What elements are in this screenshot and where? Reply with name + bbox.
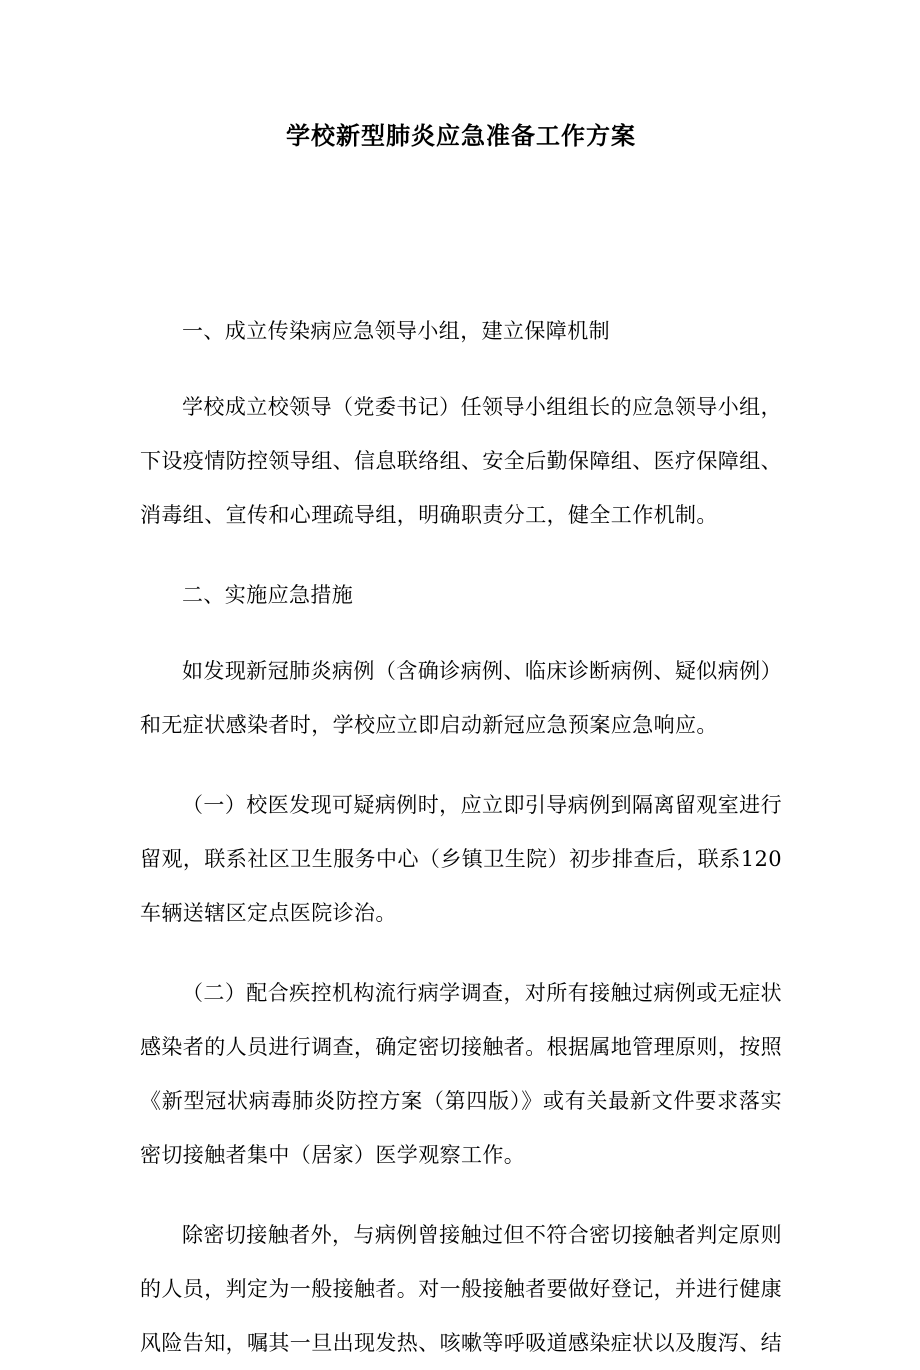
document-title: 学校新型肺炎应急准备工作方案 (286, 121, 636, 150)
document-body (140, 304, 782, 1370)
paragraph-general-contacts: 除密切接触者外，与病例曾接触过但不符合密切接触者判定原则的人员，判定为一般接触者。对一般接触者要做好登记，并进行健康风险告知，嘱其一旦出现发热、咳嗽等呼吸道感染症状以及腹泻、结 (140, 1223, 782, 1355)
paragraph-item-2: （二）配合疾控机构流行病学调查，对所有接触过病例或无症状感染者的人员进行调查，确定密切接触者。根据属地管理原则，按照《新型冠状病毒肺炎防控方案（第四版）》或有关最新文件要求落实密切接触者集中（居家）医学观察工作。 (140, 981, 782, 1167)
paragraph-leadership-group: 学校成立校领导（党委书记）任领导小组组长的应急领导小组，下设疫情防控领导组、信息联络组、安全后勤保障组、医疗保障组、消毒组、宣传和心理疏导组，明确职责分工，健全工作机制。 (140, 395, 782, 527)
section-heading-1: 一、成立传染病应急领导小组，建立保障机制 (182, 319, 610, 343)
section-heading-2: 二、实施应急措施 (182, 583, 354, 607)
paragraph-item-1: （一）校医发现可疑病例时，应立即引导病例到隔离留观室进行留观，联系社区卫生服务中心（乡镇卫生院）初步排查后，联系120车辆送辖区定点医院诊治。 (140, 793, 782, 925)
paragraph-emergency-response: 如发现新冠肺炎病例（含确诊病例、临床诊断病例、疑似病例）和无症状感染者时，学校应立即启动新冠应急预案应急响应。 (140, 659, 782, 737)
